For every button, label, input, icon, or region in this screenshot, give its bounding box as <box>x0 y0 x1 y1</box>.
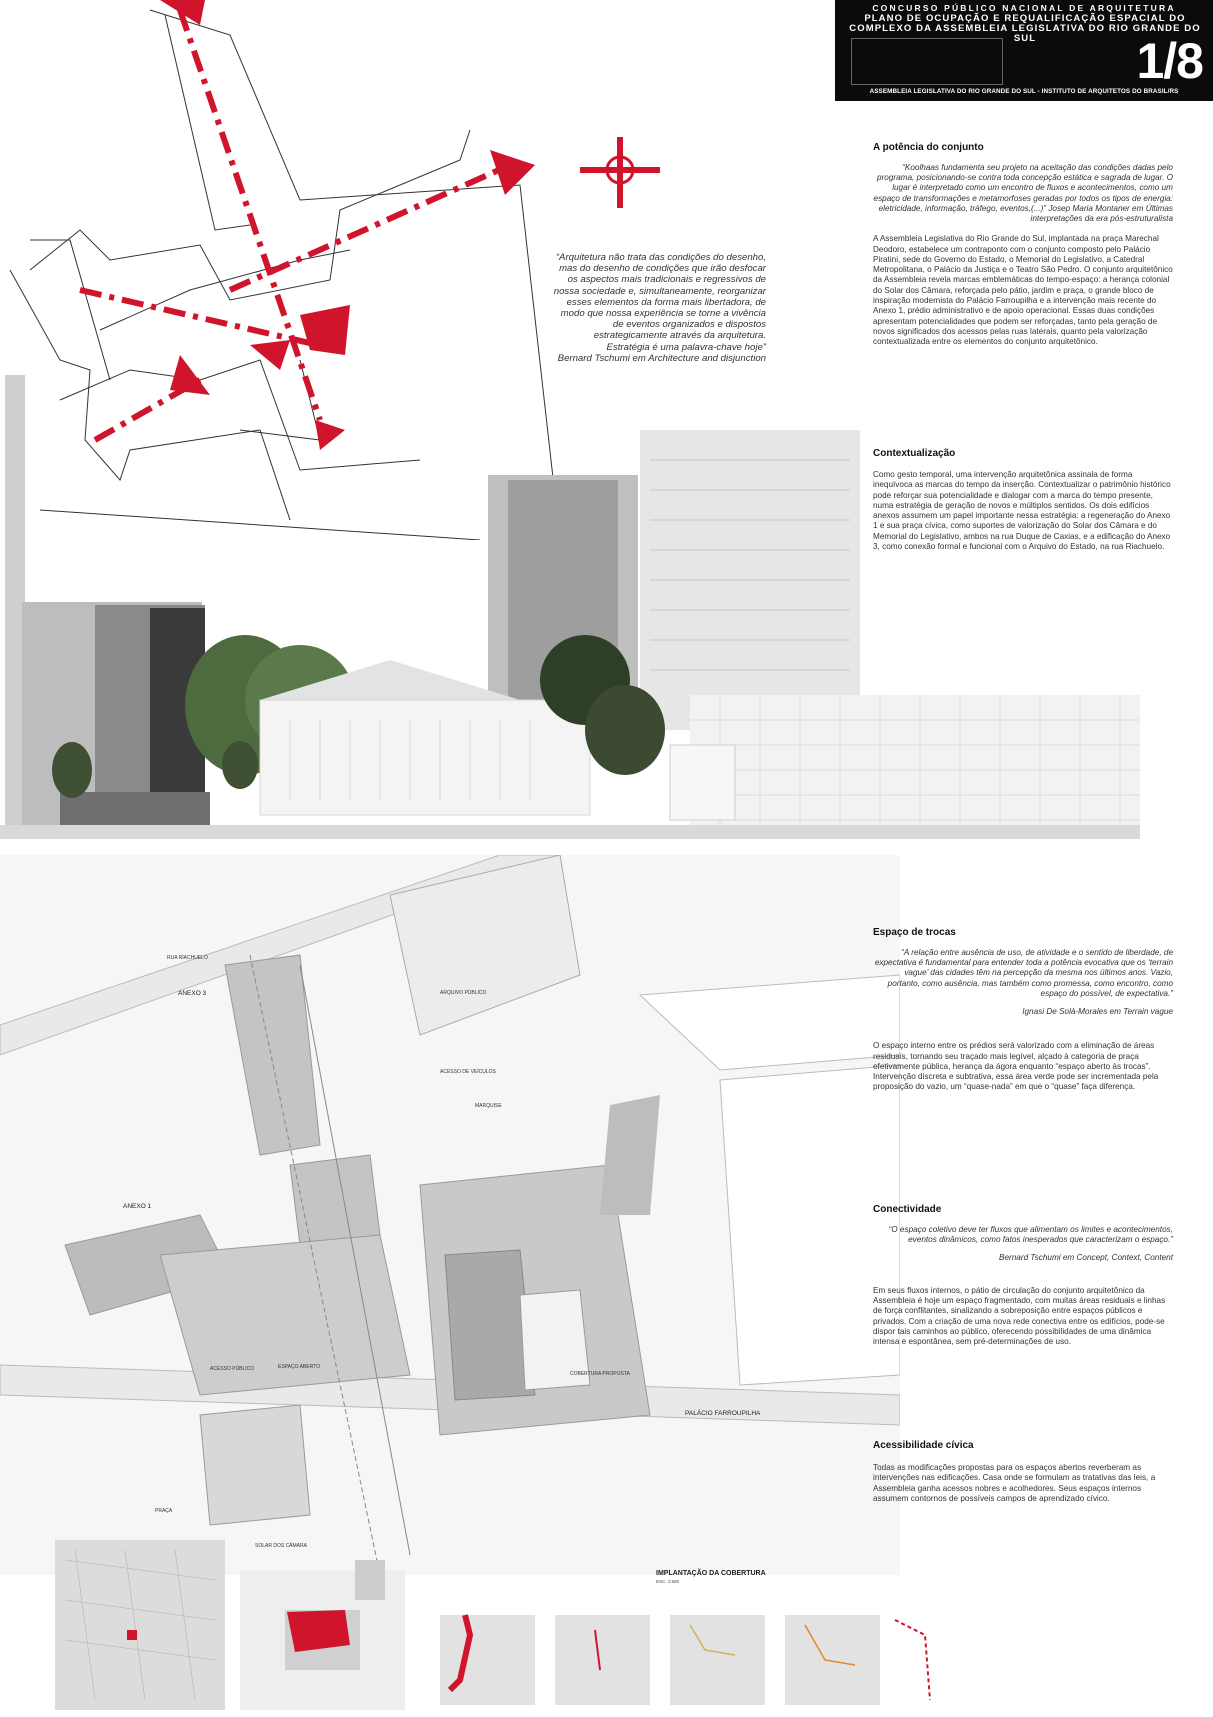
diagram-strip <box>55 1540 955 1710</box>
section-body: O espaço interno entre os prédios será valorizado com a eliminação de áreas residuais, tornando seu traçado mais legível, alçado à categoria de praça efetivamente pública, herança da ágora enquanto “espaço aberto às trocas”. Intervenção discreta e subtrativa, essa área verde pode ser incrementada pela proposição do vazio, um “quase-nada” em que o “quase” faça diferença. <box>873 1041 1159 1092</box>
title-block <box>835 0 1213 101</box>
tschumi-quote-author: Bernard Tschumi em Architecture and disjunction <box>557 352 766 364</box>
section-conectividade <box>873 1204 1173 1347</box>
label-praca: PRAÇA <box>155 1508 173 1514</box>
section-quote-author: Ignasi De Solà-Morales em Terrain vague <box>1022 1007 1173 1017</box>
label-anexo-3: ANEXO 3 <box>178 990 207 997</box>
section-title: Contextualização <box>873 448 956 459</box>
label-cobertura-proposta: COBERTURA PROPOSTA <box>570 1371 630 1377</box>
section-quote: “O espaço coletivo deve ter fluxos que alimentam os limites e acontecimentos, eventos dinâmicos, como fatos inesperados que caracterizam o espaço.” <box>888 1225 1173 1245</box>
section-quote-author: Bernard Tschumi em Concept, Context, Content <box>999 1253 1173 1263</box>
red-crosshair-icon <box>575 135 665 210</box>
tschumi-quote-text: “Arquitetura não trata das condições do desenho, mas do desenho de condições que irão desfocar os aspectos mais tradicionais e regressivos de nossa sociedade e, simultaneamente, reorganizar esses elementos da forma mais libertadora, de modo que nossa experiência se torne a vivência de eventos organizados e dispostos estrategicamente através da arquitetura. Estratégia é uma palavra-chave hoje” <box>553 252 766 353</box>
label-arquivo-publico: ARQUIVO PÚBLICO <box>440 990 487 996</box>
section-title: Conectividade <box>873 1204 942 1215</box>
label-solar-dos-camara: SOLAR DOS CÂMARA <box>255 1543 307 1549</box>
board-number: 1/8 <box>1136 33 1203 89</box>
section-body: Em seus fluxos internos, o pátio de circulação do conjunto arquitetônico da Assembleia é hoje um espaço fragmentado, com muitas áreas residuais e linhas de força conflitantes, sinalizando a sobreposição entre espaços públicos e privados. Com a criação de uma nova rede conectiva entre os edifícios, pode-se dispor tais caminhos ao público, oferecendo possibilidades de uma dinâmica intensa e espontânea, sem pré-determinações de uso. <box>873 1285 1166 1347</box>
id-code-box <box>851 38 1003 85</box>
section-contexto <box>873 448 1173 552</box>
tschumi-quote <box>548 252 766 364</box>
phase-diagrams <box>440 1615 930 1705</box>
site-plan-title: IMPLANTAÇÃO DA COBERTURA <box>656 1570 766 1577</box>
section-quote: “Koolhaas fundamenta seu projeto na aceitação das condições dadas pelo programa, posicionando-se contra toda concepção estática e sagrada de lugar. O lugar é interpretado como um encontro de fluxos e acontecimentos, como um espaço de transformações e metamorfoses geradas por todos os tipos de energia: eletricidade, informação, tráfego, eventos,(...)” Josep Maria Montaner em Últimas interpretações da era pós-estruturalista <box>873 163 1173 224</box>
section-acessibilidade <box>873 1440 1173 1504</box>
section-body: Como gesto temporal, uma intervenção arquitetônica assinala de forma inequívoca as marcas do tempo da inserção. Contextualizar o patrimônio histórico pode reforçar sua potencialidade e dialogar com a marca do tempo presente, numa estratégia de geração de novos e múltiplos sentidos. Os dois edifícios anexos assumem um papel importante nessa estratégia: a regeneração do Anexo 1 e sua praça cívica, como suportes de valorização do Solar dos Câmara e do Memorial do Legislativo, ambos na rua Duque de Caxias, e a edificação do Anexo 3, como conexão formal e funcional com o Arquivo do Estado, na rua Riachuelo. <box>873 470 1171 552</box>
label-acesso-publico: ACESSO PÚBLICO <box>210 1366 255 1372</box>
site-plan <box>0 855 900 1575</box>
label-marquise: MARQUISE <box>475 1103 502 1109</box>
section-title: Acessibilidade cívica <box>873 1440 974 1451</box>
project-title-line-1: PLANO DE OCUPAÇÃO E REQUALIFICAÇÃO ESPACIAL DO <box>864 13 1186 24</box>
organizers-line: ASSEMBLEIA LEGISLATIVA DO RIO GRANDE DO SUL - INSTITUTO DE ARQUITETOS DO BRASIL/RS <box>869 88 1179 95</box>
section-trocas <box>873 927 1173 1093</box>
competition-line: CONCURSO PÚBLICO NACIONAL DE ARQUITETURA <box>872 3 1176 13</box>
label-rua-riachuelo: RUA RIACHUELO <box>167 955 208 961</box>
section-body: Todas as modificações propostas para os espaços abertos reverberam as intervenções nas edificações. Casa onde se formulam as tratativas das leis, a Assembleia ganha acessos nobres e acolhedores. Seus espaços internos assumem contornos de possíveis campos de aprendizado cívico. <box>873 1463 1156 1503</box>
project-title-line-2: COMPLEXO DA ASSEMBLEIA LEGISLATIVA DO RIO GRANDE DO SUL <box>849 23 1201 44</box>
section-title: A potência do conjunto <box>873 142 984 153</box>
section-potencia <box>873 142 1173 347</box>
section-title: Espaço de trocas <box>873 927 956 938</box>
label-espaco-aberto: ESPAÇO ABERTO <box>278 1364 320 1370</box>
label-anexo-1: ANEXO 1 <box>123 1203 152 1210</box>
perspective-render <box>0 360 1140 850</box>
section-quote: “A relação entre ausência de uso, de atividade e o sentido de liberdade, de expectativa é fundamental para entender toda a potência evocativa que os ‘terrain vague’ das cidades têm na percepção da mesma nos últimos anos. Vazio, portanto, como ausência, mas também como promessa, como encontro, como espaço do possível, de expectativa.” <box>874 948 1173 998</box>
label-palacio-farroupilha: PALÁCIO FARROUPILHA <box>685 1410 761 1417</box>
section-body: A Assembleia Legislativa do Rio Grande do Sul, implantada na praça Marechal Deodoro, estabelece um contraponto com o conjunto composto pelo Palácio Piratini, sede do Governo do Estado, o Memorial do Legislativo, a Catedral Metropolitana, o Palácio da Justiça e o Teatro São Pedro. O conjunto arquitetônico da Assembleia revela marcas emblemáticas do tempo-espaço: a herança colonial do Solar dos Câmara, reforçada pelo pátio, jardim e praça, o grande bloco de inspiração modernista do Palácio Farroupilha e a intervenção mais recente do Anexo 1, prédio administrativo e de apoio operacional. Essas duas condições apresentam potencialidades que podem ser reforçadas, tanto pela geração de novos significados dos acessos pelas ruas laterais, quanto pela valorização contextualizada entre os elementos do conjunto arquitetônico. <box>873 234 1173 347</box>
label-acesso-veiculos: ACESSO DE VEÍCULOS <box>440 1069 496 1075</box>
site-plan-scale: ESC. 1:500 <box>656 1579 680 1584</box>
